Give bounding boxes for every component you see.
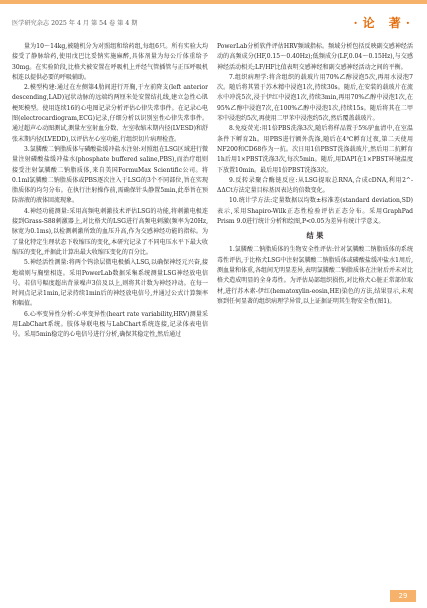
paragraph: 7.组织病理学:将含组织的载玻片用70%乙醇浸泡5次,再用水浸泡7次。随后将其置于苏木精中浸泡1次,持续30s。随后,在安装的载玻片在流水中冲洗5次,浸于伊红中浸泡1次,持续3min,再用70%乙醇中浸泡1次,在95%乙醇中浸泡7次,在100%乙醇中浸泡1次,持续15s。随后将其在二甲苯中浸泡约5次,再使用二甲苯中浸泡约5次,然后覆盖载玻片。 <box>217 73 413 123</box>
paragraph: PowerLab分析软件评估HRV频域指标。频域分析包括反映副交感神经活动的高频成分(HF,0.15～0.40Hz);低频成分(LF,0.04～0.15Hz),与交感神经活动相关;LF/HF比值表明交感神经和副交感神经活动之间的平衡。 <box>217 43 413 71</box>
results-heading: 结 果 <box>306 231 324 241</box>
page-header <box>12 14 415 32</box>
journal-info: 医学研究杂志 2025 年 4 月 第 54 卷 第 4 期 <box>12 20 138 27</box>
paragraph: 4.神经功能测量:采用高频电刺激技术评估LSG的功能,将刺激电极连接到Grass-S88刺激器上,对比格犬的LSG进行高频电刺激(频率为20Hz,脉宽为0.1ms),以检测刺激所致的血压升高,作为交感神经功能的指标。为了量化特定生理状态下收缩压的变化,本研究记录了不同电压水平下最大收缩压的变化,并据此计算出最大收缩压变化的百分比。 <box>12 207 208 256</box>
paragraph: 9.反转录聚合酶链反应:从LSG提取总RNA,合成cDNA,利用2^-ΔΔCt方法定量目标基因表达的倍数变化。 <box>217 176 413 195</box>
right-column <box>217 42 413 307</box>
paragraph: 量为10～14kg,被随机分为对照组和给药组,每组6只。所有实验大均接受了静脉给药,使用戊巴比妥钠实施麻醉,具体剂量为每公斤体重给予30mg。在实验阶段,比格犬被安置在呼吸机上并经气管插管与正压呼吸机相连以提供必要的呼吸辅助。 <box>12 43 208 81</box>
paragraph: 8.免疫荧光:用1倍PBS洗涤3次,随后将样品置于5%驴血清中,在室温条件下孵育2h。用PBS进行额外洗涤,随后在4℃孵育过夜,第二天使用NF200和CD68作为一抗。次日用1倍PBST洗涤载玻片,然后用二抗孵育1h后用1×PBST洗涤3次,每次5min。随后,用DAPI在1×PBST环境温度下放置10min。最后用1倍PBST洗涤3次。 <box>217 125 413 174</box>
paragraph: 2.模型构建:通过在左侧第4肋间进行开胸,于左前降支(left anterior descending,LAD)冠状动脉的远端约两厘米处安置结扎线,建立急性心肌梗死模型。使用连续16的心电图记录分析评估心律失常事件。在记录心电图(electrocardiogram,ECG)记录,仔细分析以识别室性心律失常事件。通过超声心动图测试,测量左室射血分数、左室收缩末期内径(LVESD)和舒张末期内径(LVEDD),以评估左心室功能,行组织切片病理检查。 <box>12 84 208 143</box>
left-column <box>12 42 208 341</box>
section-tag: ·论 著· <box>353 16 415 30</box>
top-accent-bar <box>0 0 427 4</box>
paragraph: 5.神经活性测量:将两个钨涂层微电极插入LSG,以确保神经元兴奋,接地端则与胸壁相连。采用PowerLab数据采集系统测量LSG神经放电信号。若信号幅度超出背景噪声3倍及以上,则将其计数为神经冲动。在每一时间点记录1min,记录持续1min后的神经放电信号,并通过公式计算频率和幅值。 <box>12 259 208 308</box>
paragraph: 3.氯膦酸二钠脂质体与磷酸盐缓冲盐水注射:对照组在LSG区域进行微量注射磷酸盐缓冲盐水(phosphate buffered saline,PBS),而治疗组则接受注射氯膦酸二钠脂质体,来自美国FormuMax Scientific公司。将0.1ml氯膦酸二钠脂质体或PBS逐次注入于LSG的3个不同部位,旨在实现脂质体的均匀分布。在执行注射操作前,需确保针头静置5min,此举旨在预防溶液的液体回流现象。 <box>12 145 208 205</box>
paragraph: 1.氯膦酸二钠脂质体的生物安全性评估:针对氯膦酸二钠脂质体的系统毒性评估,于比格犬LSG中注射氯膦酸二钠脂质体或磷酸盐缓冲盐水1周后,测血量和体重,各组间无明显差异,表明氯膦酸二钠脂质体在注射后并未对比格犬造成明显的全身毒性。为评估局部组织损伤,对比格犬心脏正常部位取材,进行苏木素-伊红(hematoxylin-eosin,HE)染色的方法,结果显示,未观察到任何显著的组织病理学异常,以上证据证明其生物安全性(图1)。 <box>217 246 413 305</box>
page-number: 29 <box>390 590 416 602</box>
paragraph: 6.心率变异性分析:心率变异性(heart rate variability,HRV)测量采用LabChart系统。肢体导联电极与LabChart系统连接,记录体表电信号。采用5min稳定的心电信号进行分析,确保其稳定性,然后通过 <box>12 310 208 339</box>
paragraph: 10.统计学方法:定量数据以均数±标准差(standard deviation,SD)表示,采用Shapiro-Wilk正态性检验评估正态分布。采用GraphPad Prism 9.0进行统计分析和绘图,P<0.05为差异有统计学意义。 <box>217 197 413 226</box>
